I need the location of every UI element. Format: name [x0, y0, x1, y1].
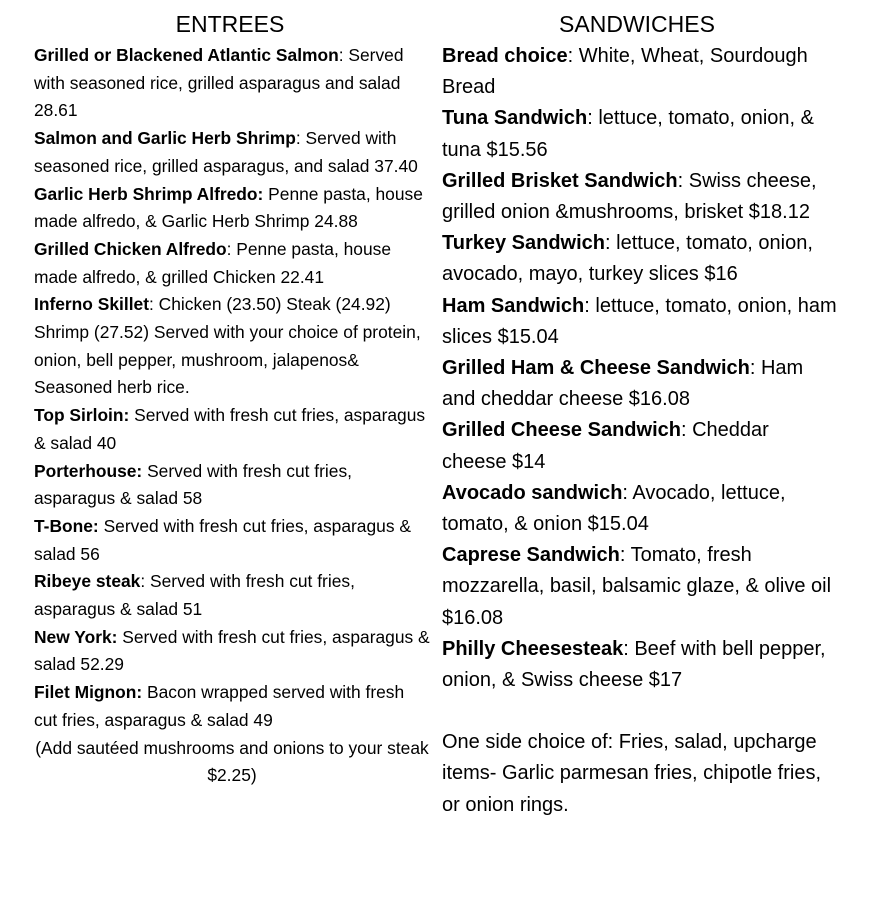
menu-item-name: Grilled Brisket Sandwich	[442, 169, 678, 192]
menu-item-description: : Served with seasoned rice, grilled asparagus and salad 28.61	[34, 45, 404, 121]
menu-item	[34, 402, 430, 457]
menu-item	[34, 236, 430, 291]
menu-item-description: Served with fresh cut fries, asparagus & salad 40	[34, 405, 426, 453]
entrees-list	[34, 42, 430, 735]
menu-item-name: Caprese Sandwich	[442, 544, 620, 567]
menu-item-name: Bread choice	[442, 45, 568, 67]
menu-item-name: Top Sirloin:	[34, 405, 130, 426]
entrees-column	[34, 0, 430, 790]
menu-item	[34, 181, 430, 236]
sandwiches-list	[442, 41, 837, 696]
menu-item-name: Grilled Cheese Sandwich	[442, 419, 681, 442]
menu-item-description: : Cheddar cheese $14	[442, 419, 769, 473]
menu-item-name: Tuna Sandwich	[442, 107, 588, 130]
menu-item-description: : Ham and cheddar cheese $16.08	[442, 357, 804, 411]
menu-item-name: T-Bone:	[34, 515, 99, 536]
menu-item	[442, 41, 837, 103]
menu-item-description: : Served with seasoned rice, grilled asparagus, and salad 37.40	[34, 128, 418, 176]
menu-item	[442, 291, 837, 353]
menu-item	[34, 42, 430, 125]
steak-addon-note: (Add sautéed mushrooms and onions to your steak $2.25)	[35, 737, 429, 786]
menu-item-name: Turkey Sandwich	[442, 232, 606, 255]
menu-item	[34, 513, 430, 568]
menu-item-description: : Beef with bell pepper, onion, & Swiss cheese $17	[442, 637, 826, 692]
menu-item-name: Philly Cheesesteak	[442, 637, 624, 660]
menu-item-name: Inferno Skillet	[34, 294, 149, 315]
menu-item-description: : Tomato, fresh mozzarella, basil, balsamic glaze, & olive oil $16.08	[442, 544, 832, 629]
menu-item-name: Grilled or Blackened Atlantic Salmon	[34, 45, 339, 65]
menu-item	[34, 568, 430, 623]
menu-item-description: Penne pasta, house made alfredo, & Garlic Herb Shrimp 24.88	[34, 183, 423, 232]
menu-item-description: : lettuce, tomato, onion, avocado, mayo, turkey slices $16	[442, 232, 813, 286]
menu-item-name: Avocado sandwich	[442, 481, 623, 504]
menu-item	[442, 166, 837, 228]
menu-item-name: Ham Sandwich	[442, 294, 585, 317]
menu-item	[442, 540, 837, 634]
menu-item-description: Served with fresh cut fries, asparagus & salad 56	[34, 515, 411, 564]
menu-item-description: : Served with fresh cut fries, asparagus & salad 51	[34, 571, 355, 620]
menu-item-description: : Penne pasta, house made alfredo, & grilled Chicken 22.41	[34, 238, 391, 287]
menu-item-name: Grilled Ham & Cheese Sandwich	[442, 357, 750, 380]
menu-item-description: Served with fresh cut fries, asparagus & salad 58	[34, 460, 352, 509]
menu-item-name: Salmon and Garlic Herb Shrimp	[34, 128, 296, 149]
sandwiches-column	[442, 0, 837, 821]
menu-item-description: Bacon wrapped served with fresh cut fries, asparagus & salad 49	[34, 682, 405, 730]
menu-item-name: Ribeye steak	[34, 571, 141, 592]
menu-item-description: : Swiss cheese, grilled onion &mushrooms, brisket $18.12	[442, 169, 817, 224]
menu-item-name: Garlic Herb Shrimp Alfredo:	[34, 183, 264, 204]
menu-item-description: : White, Wheat, Sourdough Bread	[442, 45, 808, 99]
menu-item	[442, 634, 837, 696]
menu-item-description: : Chicken (23.50) Steak (24.92) Shrimp (27.52) Served with your choice of protein, onion, bell pepper, mushroom, jalapenos& Seasoned herb rice.	[34, 294, 421, 398]
sandwiches-heading: SANDWICHES	[559, 11, 715, 37]
menu-item	[34, 624, 430, 679]
menu-item	[442, 228, 837, 290]
menu-item	[34, 291, 430, 402]
side-choice-note: One side choice of: Fries, salad, upcharge items- Garlic parmesan fries, chipotle fries, or onion rings.	[442, 731, 822, 816]
menu-item-name: New York:	[34, 626, 118, 647]
menu-item-name: Grilled Chicken Alfredo	[34, 238, 227, 259]
menu-item-description: Served with fresh cut fries, asparagus & salad 52.29	[34, 626, 430, 675]
menu-item-description: : Avocado, lettuce, tomato, & onion $15.04	[442, 481, 786, 536]
menu-item-name: Filet Mignon:	[34, 682, 143, 703]
menu-item	[34, 679, 430, 734]
menu-item	[442, 415, 837, 477]
menu-item	[34, 125, 430, 180]
menu-item	[442, 478, 837, 540]
menu-item	[442, 103, 837, 165]
menu-item-name: Porterhouse:	[34, 460, 143, 481]
entrees-heading: ENTREES	[175, 11, 285, 37]
menu-item	[34, 458, 430, 513]
menu-item-description: : lettuce, tomato, onion, ham slices $15.04	[442, 294, 837, 348]
menu-item	[442, 353, 837, 415]
menu-item-description: : lettuce, tomato, onion, & tuna $15.56	[442, 107, 814, 161]
